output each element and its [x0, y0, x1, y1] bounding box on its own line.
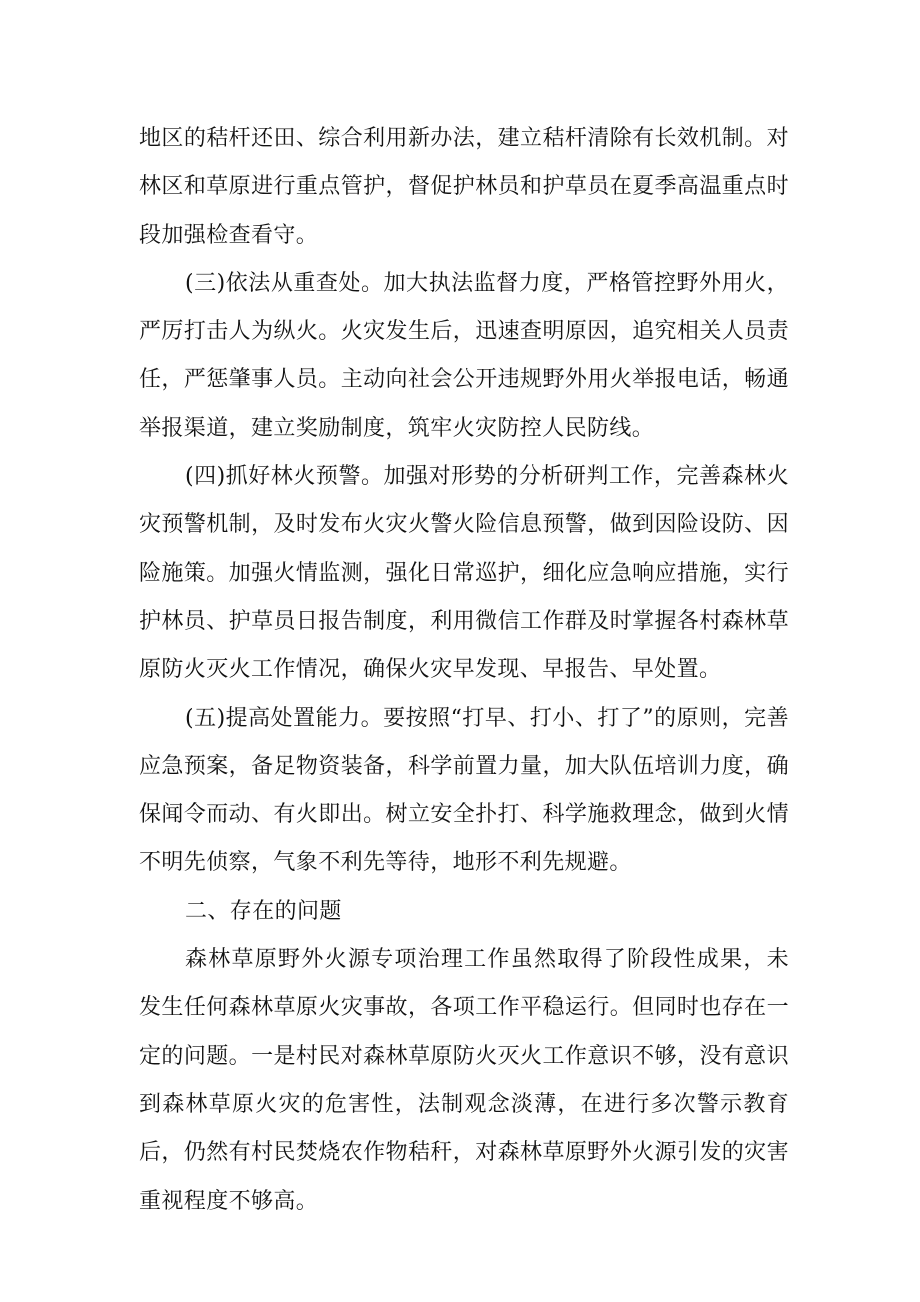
paragraph-straw-management: 地区的秸杆还田、综合利用新办法，建立秸杆清除有长效机制。对林区和草原进行重点管护，督促护林员和护草员在夏季高温重点时段加强检查看守。 [139, 126, 789, 248]
paragraph-response-capability: (五)提高处置能力。要按照“打早、打小、打了”的原则，完善应急预案，备足物资装备，科学前置力量，加大队伍培训力度，确保闻令而动、有火即出。树立安全扑打、科学施救理念，做到火情不明先侦察，气象不利先等待，地形不利先规避。 [139, 705, 789, 876]
paragraph-existing-problems: 森林草原野外火源专项治理工作虽然取得了阶段性成果，未发生任何森林草原火灾事故，各项工作平稳运行。但同时也存在一定的问题。一是村民对森林草原防火灭火工作意识不够，没有意识到森林草原火灾的危害性，法制观念淡薄，在进行多次警示教育后，仍然有村民焚烧农作物秸秆，对森林草原野外火源引发的灾害重视程度不够高。 [139, 947, 789, 1214]
paragraph-strict-enforcement: (三)依法从重查处。加大执法监督力度，严格管控野外用火，严厉打击人为纵火。火灾发生后，迅速查明原因，追究相关人员责任，严惩肇事人员。主动向社会公开违规野外用火举报电话，畅通举报渠道，建立奖励制度，筑牢火灾防控人民防线。 [139, 270, 789, 441]
section-heading: 二、存在的问题 [185, 898, 342, 924]
paragraph-fire-warning: (四)抓好林火预警。加强对形势的分析研判工作，完善森林火灾预警机制，及时发布火灾火警火险信息预警，做到因险设防、因险施策。加强火情监测，强化日常巡护，细化应急响应措施，实行护林员、护草员日报告制度，利用微信工作群及时掌握各村森林草原防火灭火工作情况，确保火灾早发现、早报告、早处置。 [139, 464, 789, 683]
document-body [139, 115, 789, 1226]
